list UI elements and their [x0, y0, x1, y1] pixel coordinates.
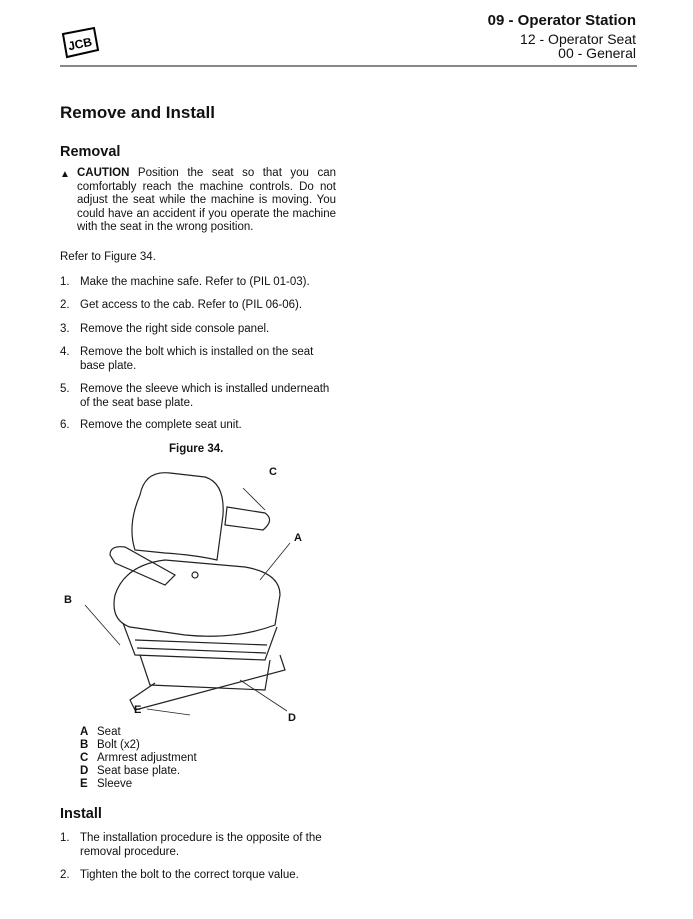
- install-heading: Install: [60, 806, 102, 822]
- caution-text: Position the seat so that you can comfortably reach the machine controls. Do not adjust the seat while the machine is moving. You could have an accident if you operate the machine with the seat in the wrong position.: [77, 167, 336, 233]
- callout-e: E: [134, 704, 142, 716]
- warning-triangle-icon: ▲: [60, 169, 70, 180]
- legend-item: B Bolt (x2): [80, 739, 140, 751]
- jcb-logo: [60, 26, 100, 60]
- figure-legend: [80, 726, 197, 791]
- list-item: 2. Get access to the cab. Refer to (PIL 06-06).: [60, 299, 303, 311]
- legend-item: A Seat: [80, 726, 121, 738]
- callout-d: D: [288, 712, 296, 724]
- subsection-title: 12 - Operator Seat: [520, 31, 636, 47]
- figure-reference: Refer to Figure 34.: [60, 251, 156, 263]
- section-title: 09 - Operator Station: [487, 12, 636, 29]
- list-item: 1. The installation procedure is the opposite of the removal procedure.: [60, 832, 322, 858]
- legend-item: E Sleeve: [80, 778, 133, 790]
- figure-caption: Figure 34.: [169, 443, 224, 455]
- list-item: 4. Remove the bolt which is installed on the seat base plate.: [60, 346, 314, 372]
- svg-text:JCB: JCB: [66, 34, 94, 54]
- caution-notice: [60, 167, 336, 235]
- callout-c: C: [269, 466, 277, 478]
- callout-b: B: [64, 594, 72, 606]
- list-item: 2. Tighten the bolt to the correct torque value.: [60, 869, 299, 881]
- legend-item: D Seat base plate.: [80, 765, 181, 777]
- removal-heading: Removal: [60, 144, 121, 160]
- header-divider: [60, 65, 637, 67]
- callout-a: A: [294, 532, 302, 544]
- page-title: Remove and Install: [60, 103, 215, 122]
- topic-title: 00 - General: [558, 45, 636, 61]
- legend-item: C Armrest adjustment: [80, 752, 197, 764]
- seat-illustration: [55, 455, 315, 725]
- list-item: 6. Remove the complete seat unit.: [60, 419, 242, 431]
- list-item: 1. Make the machine safe. Refer to (PIL 01-03).: [60, 276, 310, 288]
- list-item: 5. Remove the sleeve which is installed underneath of the seat base plate.: [60, 383, 330, 409]
- caution-label: CAUTION: [77, 167, 130, 179]
- list-item: 3. Remove the right side console panel.: [60, 323, 270, 335]
